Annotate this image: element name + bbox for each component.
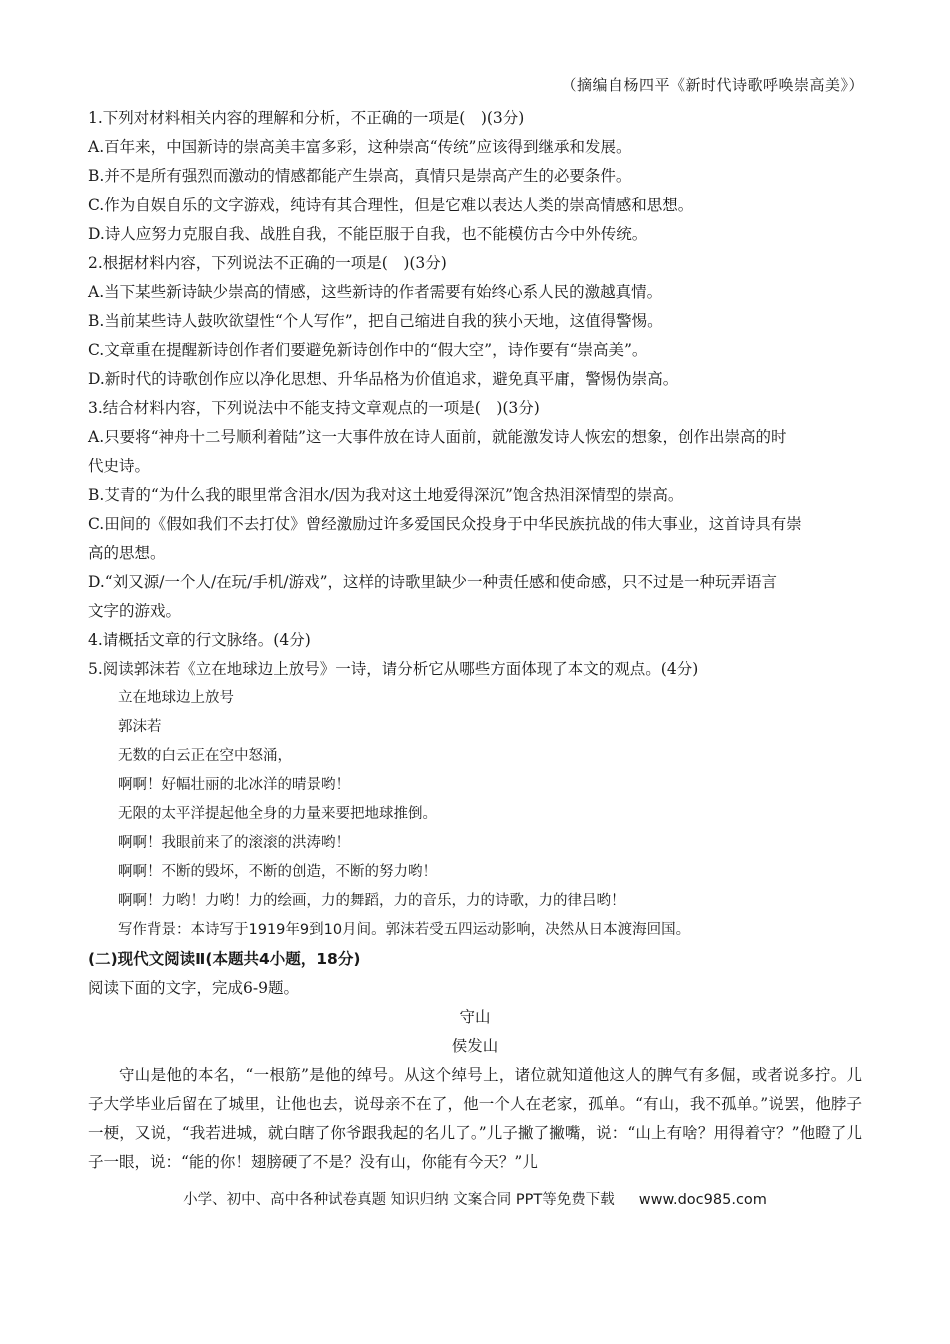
document-body: [88, 104, 862, 1177]
poem-line: 无限的太平洋提起他全身的力量来要把地球推倒。: [118, 806, 437, 822]
poem-author: 郭沫若: [118, 719, 162, 735]
poem-line: 无数的白云正在空中怒涌，: [118, 748, 292, 764]
option-a-cont: 代史诗。: [88, 457, 151, 475]
option-d: D.“刘又源/一个人/在玩/手机/游戏”，这样的诗歌里缺少一种责任感和使命感，只不过是一种玩弄语言: [88, 573, 778, 591]
footer-text: 小学、初中、高中各种试卷真题 知识归纳 文案合同 PPT等免费下载: [183, 1192, 615, 1208]
story-title: 守山: [459, 1008, 491, 1026]
option-b: B.艾青的“为什么我的眼里常含泪水/因为我对这土地爱得深沉”饱含热泪深情型的崇高。: [88, 486, 684, 504]
option-d-cont: 文字的游戏。: [88, 602, 182, 620]
poem-line: 啊啊！好幅壮丽的北冰洋的晴景哟！: [118, 777, 350, 793]
poem-block: [88, 684, 862, 945]
question-5: 5.阅读郭沫若《立在地球边上放号》一诗，请分析它从哪些方面体现了本文的观点。(4分): [88, 660, 699, 678]
option-a: A.当下某些新诗缺少崇高的情感，这些新诗的作者需要有始终心系人民的激越真情。: [88, 283, 663, 301]
footer-url[interactable]: www.doc985.com: [638, 1192, 767, 1208]
option-c-cont: 高的思想。: [88, 544, 166, 562]
option-a: A.只要将“神舟十二号顺利着陆”这一大事件放在诗人面前，就能激发诗人恢宏的想象，创作出崇高的时: [88, 428, 787, 446]
poem-line: 啊啊！不断的毁坏，不断的创造，不断的努力哟！: [118, 864, 437, 880]
poem-line: 啊啊！我眼前来了的滚滚的洪涛哟！: [118, 835, 350, 851]
option-a: A.百年来，中国新诗的崇高美丰富多彩，这种崇高“传统”应该得到继承和发展。: [88, 138, 632, 156]
source-citation: （摘编自杨四平《新时代诗歌呼唤崇高美》）: [561, 76, 864, 94]
question-stem: 3.结合材料内容，下列说法中不能支持文章观点的一项是( )(3分): [88, 399, 540, 417]
page-footer: [0, 1188, 950, 1209]
option-c: C.田间的《假如我们不去打仗》曾经激励过许多爱国民众投身于中华民族抗战的伟大事业，这首诗具有崇: [88, 515, 802, 533]
option-b: B.当前某些诗人鼓吹欲望性“个人写作”，把自己缩进自我的狭小天地，这值得警惕。: [88, 312, 663, 330]
poem-line: 啊啊！力哟！力哟！力的绘画，力的舞蹈，力的音乐，力的诗歌，力的律吕哟！: [118, 893, 626, 909]
question-stem: 1.下列对材料相关内容的理解和分析，不正确的一项是( )(3分): [88, 109, 525, 127]
question-1: [88, 104, 862, 249]
question-4: 4.请概括文章的行文脉络。(4分): [88, 631, 311, 649]
poem-background: 写作背景：本诗写于1919年9到10月间。郭沫若受五四运动影响，决然从日本渡海回国。: [118, 922, 691, 938]
question-stem: 2.根据材料内容，下列说法不正确的一项是( )(3分): [88, 254, 447, 272]
section-heading: (二)现代文阅读Ⅱ(本题共4小题，18分): [88, 950, 361, 968]
poem-title: 立在地球边上放号: [118, 690, 234, 706]
option-d: D.诗人应努力克服自我、战胜自我，不能臣服于自我，也不能模仿古今中外传统。: [88, 225, 648, 243]
option-b: B.并不是所有强烈而激动的情感都能产生崇高，真情只是崇高产生的必要条件。: [88, 167, 632, 185]
option-c: C.作为自娱自乐的文字游戏，纯诗有其合理性，但是它难以表达人类的崇高情感和思想。: [88, 196, 694, 214]
section-instruction: 阅读下面的文字，完成6-9题。: [88, 979, 299, 997]
question-2: [88, 249, 862, 394]
story-paragraph: 守山是他的本名，“一根筋”是他的绰号。从这个绰号上，诸位就知道他这人的脾气有多倔，或者说多拧。儿子大学毕业后留在了城里，让他也去，说母亲不在了，他一个人在老家，孤单。“有山，我不孤单。”说罢，他脖子一梗，又说，“我若进城，就白瞎了你爷跟我起的名儿了。”儿子撇了撇嘴，说：“山上有啥？用得着守？”他瞪了儿子一眼，说：“能的你！翅膀硬了不是？没有山，你能有今天？”儿: [88, 1066, 862, 1171]
option-c: C.文章重在提醒新诗创作者们要避免新诗创作中的“假大空”，诗作要有“崇高美”。: [88, 341, 648, 359]
option-d: D.新时代的诗歌创作应以净化思想、升华品格为价值追求，避免真平庸，警惕伪崇高。: [88, 370, 679, 388]
question-3: [88, 394, 862, 626]
story-author: 侯发山: [451, 1037, 499, 1055]
